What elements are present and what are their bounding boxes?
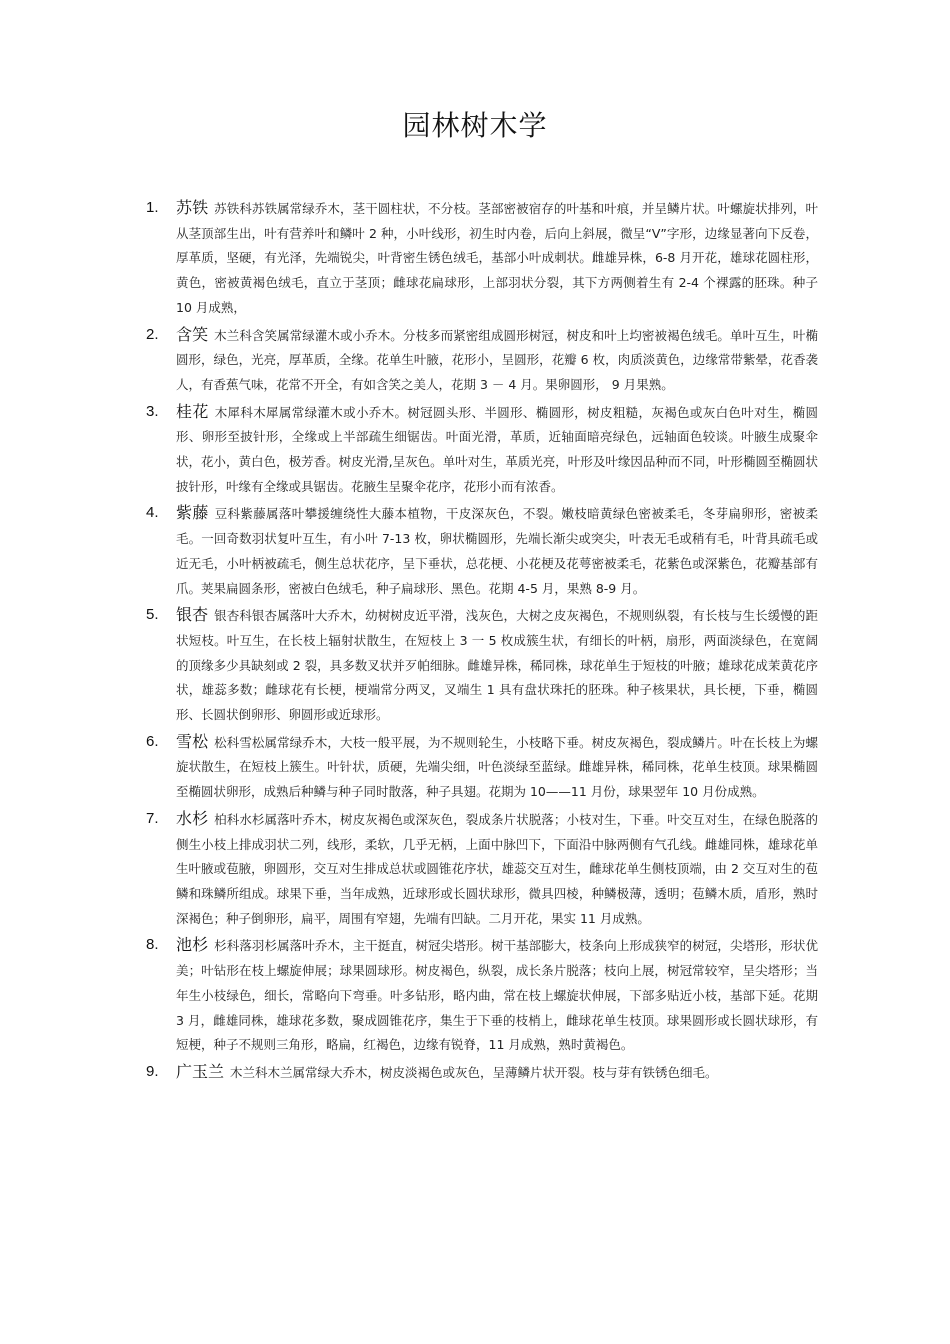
entry-text: 银杏科银杏属落叶大乔木，幼树树皮近平滑，浅灰色，大树之皮灰褐色，不规则纵裂，有长枝与生长缓慢的距状短枝。叶互生，在长枝上辐射状散生，在短枝上 3 一 5 枚成簇生状，有细长的叶柄，扇形，两面淡绿色，在宽阔的顶缘多少具缺刻或 2 裂，具多数叉状并歹帕细脉。雌雄异株，稀同株，球花单生于短枝的叶腋；雄球花成茉黄花序状，雄蕊多数；雌球花有长梗，梗端常分两叉，叉端生 1 具有盘状珠托的胚珠。种子核果状，具长梗，下垂，椭圆形、长圆状倒卵形、卵圆形或近球形。	[176, 608, 818, 723]
entry-name: 水杉	[176, 808, 209, 828]
list-item	[0, 196, 950, 321]
page-title: 园林树木学	[402, 109, 548, 142]
entry-text: 柏科水杉属落叶乔木，树皮灰褐色或深灰色，裂成条片状脱落；小枝对生，下垂。叶交互对生，在绿色脱落的侧生小枝上排成羽状二列，线形，柔软，几乎无柄，上面中脉凹下，下面沿中脉两侧有气孔线。雌雄同株，雄球花单生叶腋或苞腋，卵圆形，交互对生排成总状或圆锥花序状，雄蕊交互对生，雌球花单生侧枝顶端，由 2 交互对生的苞鳞和珠鳞所组成。球果下垂，当年成熟，近球形或长圆状球形，微具四棱，种鳞极薄，透明；苞鳞木质，盾形，熟时深褐色；种子倒卵形，扁平，周围有窄翅，先端有凹缺。二月开花，果实 11 月成熟。	[176, 811, 818, 926]
entry-name: 苏铁	[176, 198, 209, 217]
entry-name: 含笑	[176, 324, 209, 344]
entry-name: 雪松	[176, 731, 209, 751]
entry-name: 广玉兰	[176, 1061, 225, 1081]
entry-number: 3.	[146, 402, 159, 420]
entry-name: 紫藤	[176, 503, 209, 523]
entry-number: 9.	[146, 1062, 159, 1080]
list-item	[0, 1060, 950, 1086]
entry-number: 7.	[146, 809, 159, 827]
entry-text: 松科雪松属常绿乔木，大枝一般平展，为不规则轮生，小枝略下垂。树皮灰褐色，裂成鳞片。叶在长枝上为螺旋状散生，在短枝上簇生。叶针状，质硬，先端尖细，叶色淡绿至蓝绿。雌雄异株，稀同株，花单生枝顶。球果椭圆至椭圆状卵形，成熟后种鳞与种子同时散落，种子具翅。花期为 10——11 月份，球果翌年 10 月份成熟。	[176, 734, 818, 800]
entry-text: 木兰科木兰属常绿大乔木，树皮淡褐色或灰色，呈薄鳞片状开裂。枝与芽有铁锈色细毛。	[230, 1064, 718, 1080]
entry-text: 豆科紫藤属落叶攀援缠绕性大藤本植物，干皮深灰色，不裂。嫩枝暗黄绿色密被柔毛，冬芽扁卵形，密被柔毛。一回奇数羽状复叶互生，有小叶 7-13 枚，卵状椭圆形，先端长渐尖或突尖，叶表无毛或稍有毛，叶背具疏毛或近无毛，小叶柄被疏毛，侧生总状花序，呈下垂状，总花梗、小花梗及花萼密被柔毛，花紫色或深紫色，花瓣基部有爪。荚果扁圆条形，密被白色绒毛，种子扁球形、黑色。花期 4-5 月，果熟 8-9 月。	[176, 506, 818, 596]
entry-text: 苏铁科苏铁属常绿乔木，茎干圆柱状，不分枝。茎部密被宿存的叶基和叶痕，并呈鳞片状。叶螺旋状排列，叶从茎顶部生出，叶有营养叶和鳞叶 2 种，小叶线形，初生时内卷，后向上斜展，微呈“V”字形，边缘显著向下反卷，厚革质，坚硬，有光泽，先端锐尖，叶背密生锈色绒毛，基部小叶成刺状。雌雄异株，6-8 月开花，雄球花圆柱形，黄色，密被黄褐色绒毛，直立于茎顶；雌球花扁球形，上部羽状分裂，其下方两侧着生有 2-4 个裸露的胚珠。种子 10 月成熟，	[176, 201, 818, 315]
list-item	[0, 603, 950, 728]
list-item	[0, 933, 950, 1058]
list-item	[0, 807, 950, 932]
entry-body	[176, 1060, 818, 1086]
list-item	[0, 501, 950, 601]
entry-number: 1.	[146, 199, 159, 216]
entry-text: 木犀科木犀属常绿灌木或小乔木。树冠圆头形、半圆形、椭圆形，树皮粗糙，灰褐色或灰白色叶对生，椭圆形、卵形至披针形，全缘或上半部疏生细锯齿。叶面光滑，革质，近轴面暗亮绿色，远轴面色较谈。叶腋生成聚伞状，花小，黄白色，极芳香。树皮光滑,呈灰色。单叶对生，革质光亮，叶形及叶缘因品种而不同，叶形椭圆至椭圆状披针形，叶缘有全缘或具锯齿。花腋生呈聚伞花序，花形小而有浓香。	[176, 404, 818, 494]
entry-body	[176, 807, 818, 932]
entry-number: 6.	[146, 732, 159, 750]
entry-body	[176, 501, 818, 601]
entry-number: 8.	[146, 936, 159, 954]
entry-body	[176, 323, 818, 398]
entry-number: 4.	[146, 504, 159, 522]
entry-body	[176, 603, 818, 728]
entry-list	[0, 196, 950, 1088]
list-item	[0, 730, 950, 805]
entry-text: 木兰科含笑属常绿灌木或小乔木。分枝多而紧密组成圆形树冠，树皮和叶上均密被褐色绒毛。单叶互生，叶椭圆形，绿色，光亮，厚革质，全缘。花单生叶腋，花形小，呈圆形，花瓣 6 枚，肉质淡黄色，边缘常带紫晕，花香袭人，有香蕉气味，花常不开全，有如含笑之美人，花期 3 － 4 月。果卵圆形， 9 月果熟。	[176, 327, 818, 392]
entry-name: 桂花	[176, 401, 209, 421]
entry-name: 银杏	[176, 605, 209, 625]
entry-body	[176, 730, 818, 805]
list-item	[0, 323, 950, 398]
entry-name: 池杉	[176, 935, 209, 955]
entry-body	[176, 933, 818, 1058]
list-item	[0, 400, 950, 500]
entry-body	[176, 400, 818, 500]
entry-body	[176, 196, 818, 321]
entry-text: 杉科落羽杉属落叶乔木，主干挺直，树冠尖塔形。树干基部膨大，枝条向上形成狭窄的树冠，尖塔形，形状优美；叶钻形在枝上螺旋伸展；球果圆球形。树皮褐色，纵裂，成长条片脱落；枝向上展，树冠常较窄，呈尖塔形；当年生小枝绿色，细长，常略向下弯垂。叶多钻形，略内曲，常在枝上螺旋状伸展，下部多贴近小枝，基部下延。花期 3 月，雌雄同株，雄球花多数，聚成圆锥花序，集生于下垂的枝梢上，雌球花单生枝顶。球果圆形或长圆状球形，有短梗，种子不规则三角形，略扁，红褐色，边缘有锐脊，11 月成熟，熟时黄褐色。	[176, 938, 818, 1053]
entry-number: 5.	[146, 606, 159, 624]
entry-number: 2.	[146, 325, 159, 343]
